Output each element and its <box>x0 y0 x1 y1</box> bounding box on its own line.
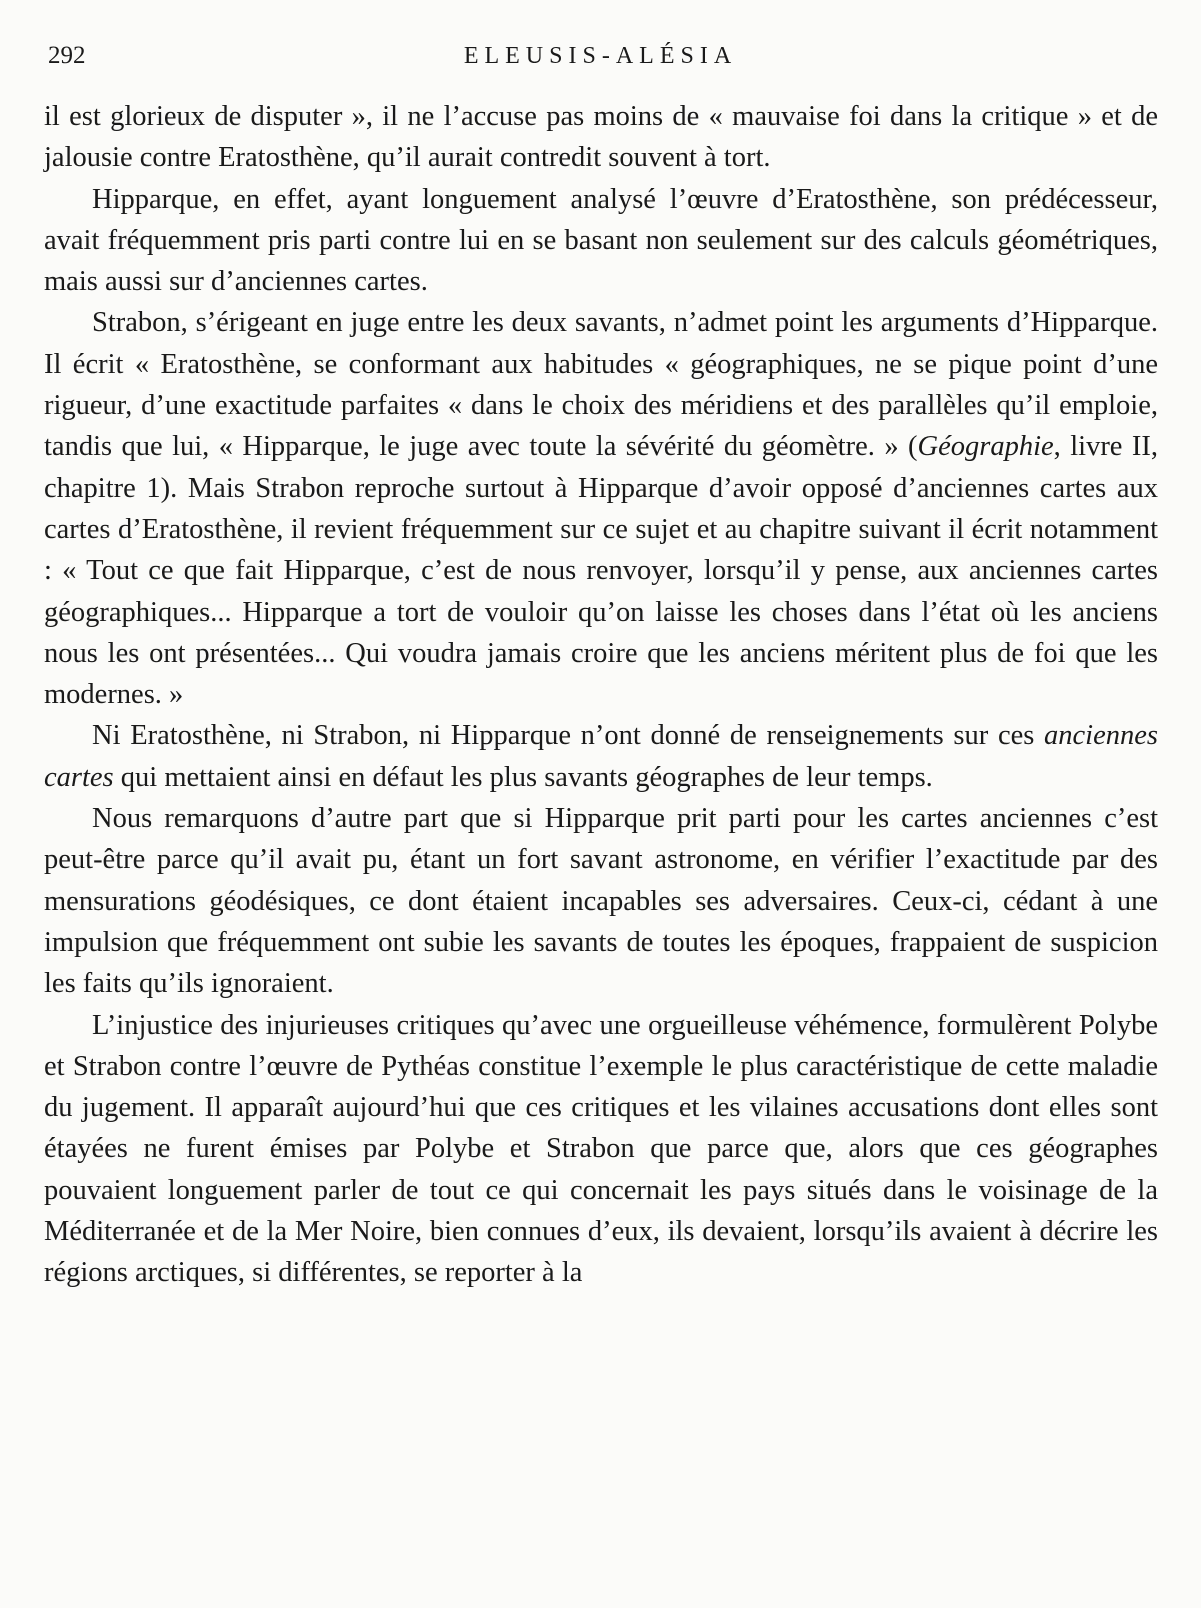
paragraph-text: Hipparque, en effet, ayant longuement analysé l’œuvre d’Eratosthène, son prédécesseur, avait fréquemment pris parti contre lui en se basant non seulement sur des calculs géométriques, mais aussi sur d’anciennes cartes. <box>44 183 1158 298</box>
body-text <box>44 96 1158 1294</box>
paragraph-injustice <box>44 1005 1158 1294</box>
paragraph-text-before: Strabon, s’érigeant en juge entre les deux savants, n’admet point les arguments d’Hipparque. Il écrit « Eratosthène, se conformant aux habitudes « géographiques, ne se pique point d’une rigueur, d’une exactitude parfaites « dans le choix des méridiens et des parallèles qu’il emploie, tandis que lui, « Hipparque, le juge avec toute la sévérité du géomètre. » ( <box>44 307 1158 463</box>
italic-anciennes-cartes: anciennes cartes <box>44 720 1158 793</box>
paragraph-strabon <box>44 302 1158 715</box>
running-title: ELEUSIS-ALÉSIA <box>463 43 738 69</box>
paragraph-nous-remarquons <box>44 798 1158 1004</box>
paragraph-continuation <box>44 96 1158 179</box>
paragraph-text: L’injustice des injurieuses critiques qu’avec une orgueilleuse véhémence, formulèrent Polybe et Strabon contre l’œuvre de Pythéas constitue l’exemple le plus caractéristique de cette maladie du jugement. Il apparaît aujourd’hui que ces critiques et les vilaines accusations dont elles sont étayées ne furent émises par Polybe et Strabon que parce que, alors que ces géographes pouvaient longuement parler de tout ce qui concernait les pays situés dans le voisinage de la Méditerranée et de la Mer Noire, bien connues d’eux, ils devaient, lorsqu’ils avaient à décrire les régions arctiques, si différentes, se reporter à la <box>44 1009 1158 1289</box>
running-header <box>48 36 1153 76</box>
paragraph-text-after: qui mettaient ainsi en défaut les plus savants géographes de leur temps. <box>113 761 933 793</box>
paragraph-text: Nous remarquons d’autre part que si Hipparque prit parti pour les cartes anciennes c’est peut-être parce qu’il avait pu, étant un fort savant astronome, en vérifier l’exactitude par des mensurations géodésiques, ce dont étaient incapables ses adversaires. Ceux-ci, cédant à une impulsion que fréquemment ont subie les savants de toutes les époques, frappaient de suspicion les faits qu’ils ignoraient. <box>44 803 1158 1000</box>
paragraph-hipparque <box>44 179 1158 303</box>
paragraph-anciennes-cartes <box>44 715 1158 798</box>
paragraph-text: il est glorieux de disputer », il ne l’accuse pas moins de « mauvaise foi dans la critique » et de jalousie contre Eratosthène, qu’il aurait contredit souvent à tort. <box>44 101 1158 174</box>
paragraph-text-before: Ni Eratosthène, ni Strabon, ni Hipparque n’ont donné de renseignements sur ces <box>92 720 1045 752</box>
italic-title-geographie: Géographie <box>917 431 1054 463</box>
page-number: 292 <box>48 42 86 69</box>
paragraph-text-after: , livre II, chapitre 1). Mais Strabon reproche surtout à Hipparque d’avoir opposé d’anciennes cartes aux cartes d’Eratosthène, il revient fréquemment sur ce sujet et au chapitre suivant il écrit notamment : « Tout ce que fait Hipparque, c’est de nous renvoyer, lorsqu’il y pense, aux anciennes cartes géographiques... Hipparque a tort de vouloir qu’on laisse les choses dans l’état où les anciens nous les ont présentées... Qui voudra jamais croire que les anciens méritent plus de foi que les modernes. » <box>44 431 1158 711</box>
